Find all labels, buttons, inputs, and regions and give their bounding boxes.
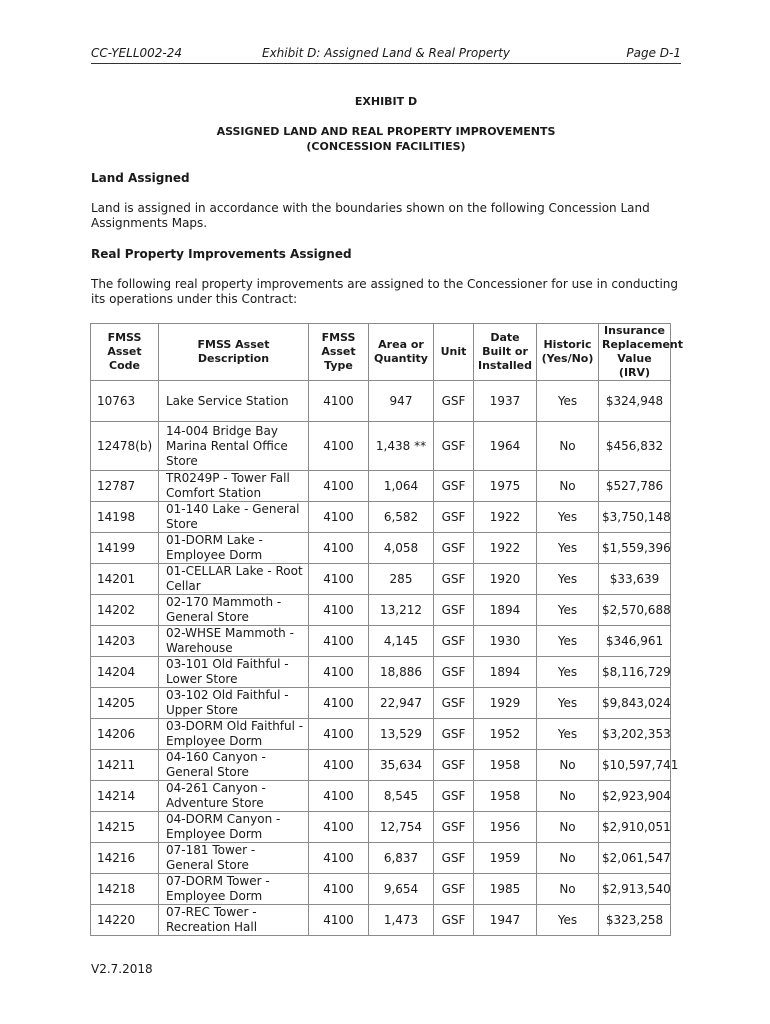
- cell-code: 14216: [91, 843, 159, 874]
- cell-unit: GSF: [434, 381, 474, 422]
- cell-irv: $8,116,729: [599, 657, 671, 688]
- cell-historic: Yes: [537, 719, 599, 750]
- table-row: [91, 688, 671, 719]
- cell-unit: GSF: [434, 750, 474, 781]
- cell-desc: 07-REC Tower - Recreation Hall: [159, 905, 309, 936]
- cell-desc: 04-160 Canyon - General Store: [159, 750, 309, 781]
- cell-irv: $456,832: [599, 422, 671, 471]
- cell-unit: GSF: [434, 533, 474, 564]
- cell-code: 12787: [91, 471, 159, 502]
- cell-irv: $9,843,024: [599, 688, 671, 719]
- cell-desc: 03-DORM Old Faithful - Employee Dorm: [159, 719, 309, 750]
- cell-area: 1,473: [369, 905, 434, 936]
- table-row: [91, 502, 671, 533]
- cell-unit: GSF: [434, 874, 474, 905]
- cell-irv: $3,202,353: [599, 719, 671, 750]
- table-row: [91, 843, 671, 874]
- cell-unit: GSF: [434, 422, 474, 471]
- cell-historic: No: [537, 781, 599, 812]
- cell-desc: 01-CELLAR Lake - Root Cellar: [159, 564, 309, 595]
- table-row: [91, 812, 671, 843]
- cell-code: 14218: [91, 874, 159, 905]
- cell-irv: $2,923,904: [599, 781, 671, 812]
- cell-date: 1958: [474, 781, 537, 812]
- cell-area: 18,886: [369, 657, 434, 688]
- cell-area: 947: [369, 381, 434, 422]
- cell-type: 4100: [309, 381, 369, 422]
- table-row: [91, 595, 671, 626]
- cell-historic: No: [537, 471, 599, 502]
- cell-area: 285: [369, 564, 434, 595]
- cell-type: 4100: [309, 657, 369, 688]
- cell-date: 1930: [474, 626, 537, 657]
- cell-desc: 14-004 Bridge Bay Marina Rental Office Store: [159, 422, 309, 471]
- cell-code: 14203: [91, 626, 159, 657]
- cell-code: 14205: [91, 688, 159, 719]
- cell-irv: $2,910,051: [599, 812, 671, 843]
- cell-desc: 04-261 Canyon - Adventure Store: [159, 781, 309, 812]
- cell-irv: $2,570,688: [599, 595, 671, 626]
- cell-unit: GSF: [434, 502, 474, 533]
- cell-irv: $10,597,741: [599, 750, 671, 781]
- cell-type: 4100: [309, 688, 369, 719]
- cell-type: 4100: [309, 533, 369, 564]
- table-row: [91, 657, 671, 688]
- cell-historic: Yes: [537, 626, 599, 657]
- table-row: [91, 626, 671, 657]
- cell-desc: 01-140 Lake - General Store: [159, 502, 309, 533]
- cell-area: 13,212: [369, 595, 434, 626]
- improvements-table: [90, 323, 683, 936]
- col-header-date: Date Built or Installed: [474, 324, 537, 381]
- cell-code: 14201: [91, 564, 159, 595]
- cell-desc: 01-DORM Lake - Employee Dorm: [159, 533, 309, 564]
- improvements-paragraph: The following real property improvements are assigned to the Concessioner for use in conducting its operations under this Contract:: [91, 277, 679, 306]
- cell-type: 4100: [309, 812, 369, 843]
- cell-date: 1975: [474, 471, 537, 502]
- cell-type: 4100: [309, 750, 369, 781]
- cell-area: 8,545: [369, 781, 434, 812]
- cell-code: 14198: [91, 502, 159, 533]
- cell-type: 4100: [309, 422, 369, 471]
- header-rule: [91, 63, 681, 64]
- cell-code: 14204: [91, 657, 159, 688]
- table-row: [91, 750, 671, 781]
- cell-historic: Yes: [537, 905, 599, 936]
- cell-date: 1894: [474, 657, 537, 688]
- cell-unit: GSF: [434, 564, 474, 595]
- cell-unit: GSF: [434, 719, 474, 750]
- cell-date: 1937: [474, 381, 537, 422]
- header-page-number: Page D-1: [626, 46, 681, 60]
- cell-type: 4100: [309, 595, 369, 626]
- cell-irv: $323,258: [599, 905, 671, 936]
- cell-unit: GSF: [434, 812, 474, 843]
- cell-desc: Lake Service Station: [159, 381, 309, 422]
- cell-area: 4,145: [369, 626, 434, 657]
- cell-historic: No: [537, 843, 599, 874]
- table-row: [91, 781, 671, 812]
- cell-date: 1956: [474, 812, 537, 843]
- cell-desc: 03-102 Old Faithful - Upper Store: [159, 688, 309, 719]
- cell-area: 6,582: [369, 502, 434, 533]
- cell-irv: $324,948: [599, 381, 671, 422]
- cell-type: 4100: [309, 874, 369, 905]
- cell-code: 14199: [91, 533, 159, 564]
- table-header-row: [91, 324, 671, 381]
- header-doc-code: CC-YELL002-24: [91, 46, 183, 60]
- exhibit-title-line2: (CONCESSION FACILITIES): [306, 140, 466, 153]
- table-row: [91, 905, 671, 936]
- cell-desc: 02-170 Mammoth - General Store: [159, 595, 309, 626]
- exhibit-title-line1: ASSIGNED LAND AND REAL PROPERTY IMPROVEMENTS: [216, 125, 556, 138]
- cell-area: 12,754: [369, 812, 434, 843]
- cell-desc: 02-WHSE Mammoth - Warehouse: [159, 626, 309, 657]
- cell-date: 1985: [474, 874, 537, 905]
- cell-area: 6,837: [369, 843, 434, 874]
- cell-type: 4100: [309, 905, 369, 936]
- cell-date: 1959: [474, 843, 537, 874]
- cell-historic: No: [537, 812, 599, 843]
- cell-irv: $346,961: [599, 626, 671, 657]
- cell-desc: TR0249P - Tower Fall Comfort Station: [159, 471, 309, 502]
- cell-desc: 04-DORM Canyon - Employee Dorm: [159, 812, 309, 843]
- cell-type: 4100: [309, 502, 369, 533]
- cell-irv: $3,750,148: [599, 502, 671, 533]
- cell-irv: $527,786: [599, 471, 671, 502]
- land-heading: Land Assigned: [91, 171, 190, 185]
- page-header: [91, 46, 681, 62]
- cell-unit: GSF: [434, 781, 474, 812]
- cell-area: 13,529: [369, 719, 434, 750]
- table-row: [91, 422, 671, 471]
- cell-code: 14206: [91, 719, 159, 750]
- cell-date: 1922: [474, 502, 537, 533]
- cell-date: 1952: [474, 719, 537, 750]
- exhibit-label: EXHIBIT D: [354, 95, 418, 108]
- cell-historic: No: [537, 422, 599, 471]
- cell-unit: GSF: [434, 843, 474, 874]
- cell-area: 9,654: [369, 874, 434, 905]
- cell-unit: GSF: [434, 688, 474, 719]
- cell-unit: GSF: [434, 595, 474, 626]
- footer-version: V2.7.2018: [91, 962, 153, 976]
- cell-code: 10763: [91, 381, 159, 422]
- table-row: [91, 874, 671, 905]
- cell-area: 22,947: [369, 688, 434, 719]
- cell-irv: $1,559,396: [599, 533, 671, 564]
- cell-area: 1,438 **: [369, 422, 434, 471]
- cell-type: 4100: [309, 843, 369, 874]
- cell-historic: Yes: [537, 533, 599, 564]
- cell-historic: No: [537, 874, 599, 905]
- cell-type: 4100: [309, 564, 369, 595]
- cell-date: 1958: [474, 750, 537, 781]
- table-row: [91, 564, 671, 595]
- cell-historic: Yes: [537, 381, 599, 422]
- cell-historic: No: [537, 750, 599, 781]
- cell-code: 14214: [91, 781, 159, 812]
- cell-date: 1922: [474, 533, 537, 564]
- table-row: [91, 719, 671, 750]
- col-header-type: FMSS Asset Type: [309, 324, 369, 381]
- cell-date: 1947: [474, 905, 537, 936]
- cell-irv: $33,639: [599, 564, 671, 595]
- cell-unit: GSF: [434, 626, 474, 657]
- col-header-desc: FMSS Asset Description: [159, 324, 309, 381]
- cell-date: 1920: [474, 564, 537, 595]
- cell-area: 1,064: [369, 471, 434, 502]
- cell-desc: 07-DORM Tower - Employee Dorm: [159, 874, 309, 905]
- cell-code: 14211: [91, 750, 159, 781]
- col-header-code: FMSS Asset Code: [91, 324, 159, 381]
- cell-type: 4100: [309, 471, 369, 502]
- col-header-area: Area or Quantity: [369, 324, 434, 381]
- cell-code: 14220: [91, 905, 159, 936]
- col-header-historic: Historic (Yes/No): [537, 324, 599, 381]
- cell-unit: GSF: [434, 657, 474, 688]
- cell-type: 4100: [309, 719, 369, 750]
- cell-historic: Yes: [537, 688, 599, 719]
- cell-historic: Yes: [537, 502, 599, 533]
- cell-desc: 03-101 Old Faithful - Lower Store: [159, 657, 309, 688]
- cell-area: 35,634: [369, 750, 434, 781]
- cell-code: 14202: [91, 595, 159, 626]
- table-row: [91, 381, 671, 422]
- table-row: [91, 533, 671, 564]
- cell-unit: GSF: [434, 905, 474, 936]
- cell-irv: $2,913,540: [599, 874, 671, 905]
- cell-area: 4,058: [369, 533, 434, 564]
- cell-type: 4100: [309, 781, 369, 812]
- cell-code: 12478(b): [91, 422, 159, 471]
- cell-historic: Yes: [537, 564, 599, 595]
- cell-date: 1929: [474, 688, 537, 719]
- table-row: [91, 471, 671, 502]
- cell-historic: Yes: [537, 657, 599, 688]
- cell-desc: 07-181 Tower - General Store: [159, 843, 309, 874]
- cell-irv: $2,061,547: [599, 843, 671, 874]
- cell-date: 1964: [474, 422, 537, 471]
- cell-date: 1894: [474, 595, 537, 626]
- land-paragraph: Land is assigned in accordance with the boundaries shown on the following Concession Land Assignments Maps.: [91, 201, 650, 230]
- cell-code: 14215: [91, 812, 159, 843]
- col-header-irv: Insurance Replacement Value (IRV): [599, 324, 671, 381]
- improvements-heading: Real Property Improvements Assigned: [91, 247, 352, 261]
- cell-unit: GSF: [434, 471, 474, 502]
- cell-type: 4100: [309, 626, 369, 657]
- col-header-unit: Unit: [434, 324, 474, 381]
- header-title: Exhibit D: Assigned Land & Real Property: [262, 46, 510, 60]
- cell-historic: Yes: [537, 595, 599, 626]
